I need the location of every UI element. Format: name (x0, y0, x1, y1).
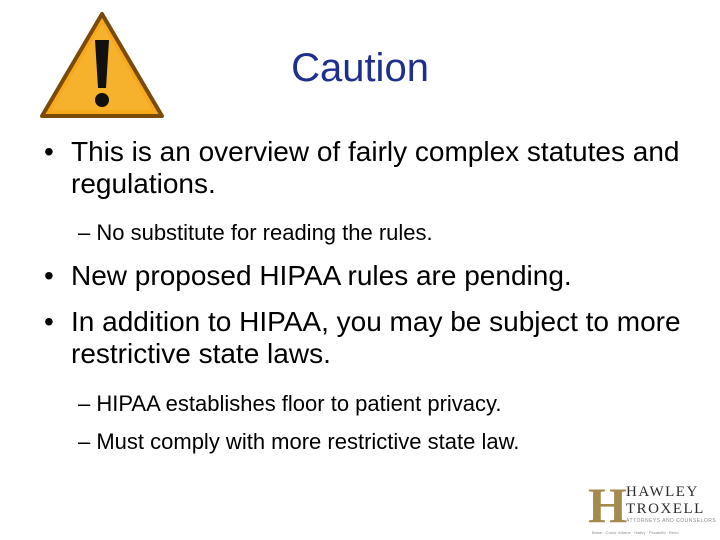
logo-tagline: ATTORNEYS AND COUNSELORS (626, 518, 716, 524)
bullet-text: This is an overview of fairly complex statutes and regulations. (71, 136, 680, 199)
bullet-item (44, 306, 684, 370)
bullet-item (44, 136, 684, 200)
bullet-dot: • (44, 306, 54, 337)
bullet-text: In addition to HIPAA, you may be subject to more restrictive state laws. (71, 306, 681, 369)
sub-bullet-item: – No substitute for reading the rules. (78, 220, 433, 245)
sub-bullet-item: – Must comply with more restrictive state law. (78, 429, 520, 454)
sub-bullet-item: – HIPAA establishes floor to patient privacy. (78, 391, 502, 416)
bullet-item (44, 260, 684, 292)
logo-name-line1: HAWLEY (626, 484, 699, 500)
logo-cities: Boise · Coeur d'Alene · Hailey · Pocatello · Reno (592, 530, 679, 535)
bullet-text: New proposed HIPAA rules are pending. (71, 260, 572, 291)
bullet-dot: • (44, 260, 54, 291)
logo-monogram: H (588, 477, 627, 533)
logo-name-line2: TROXELL (626, 501, 705, 517)
slide-title: Caution (291, 46, 429, 90)
firm-logo (588, 477, 716, 536)
bullet-dot: • (44, 136, 54, 167)
